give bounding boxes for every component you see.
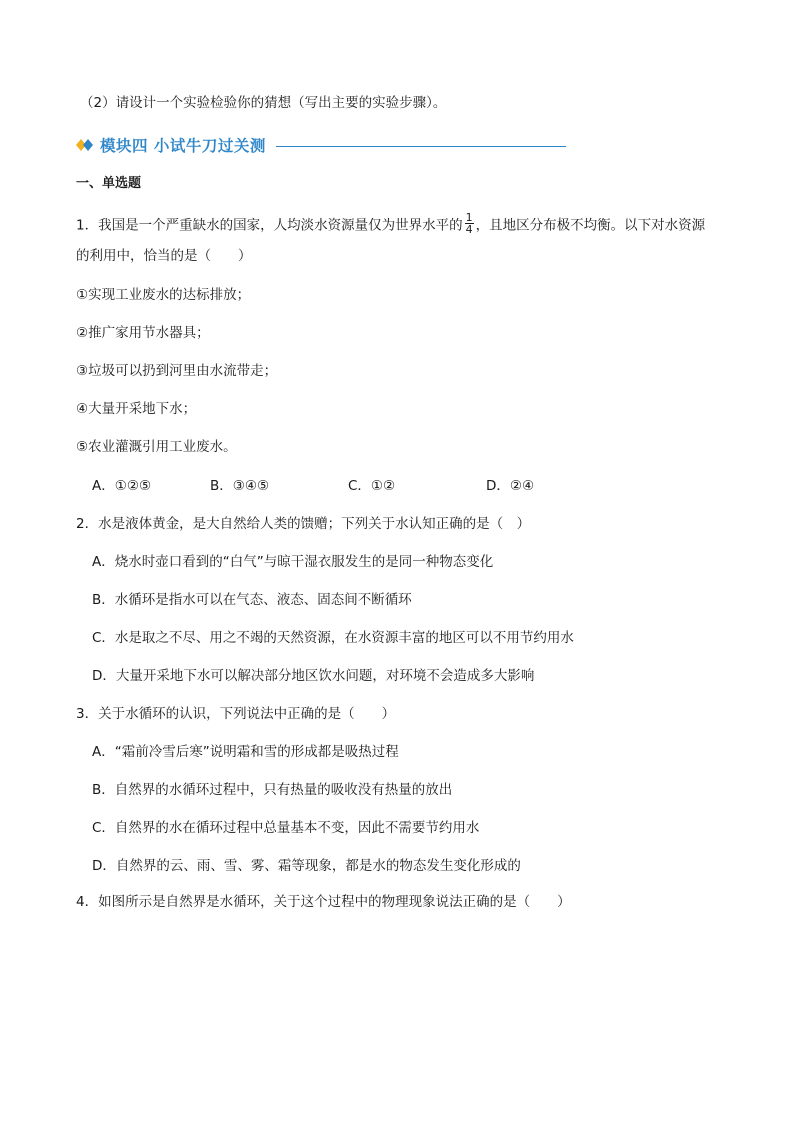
q1-option-c: C．①② [348, 478, 396, 494]
q1-stem-text-a: 1．我国是一个严重缺水的国家，人均淡水资源量仅为世界水平的 [76, 217, 463, 234]
section-header [76, 135, 566, 155]
q3-option-b: B．自然界的水循环过程中，只有热量的吸收没有热量的放出 [92, 782, 453, 798]
q2-option-c: C．水是取之不尽、用之不竭的天然资源，在水资源丰富的地区可以不用节约用水 [92, 630, 574, 646]
q3-stem: 3．关于水循环的认识，下列说法中正确的是（ ） [76, 706, 396, 722]
q1-item: ②推广家用节水器具； [76, 325, 210, 341]
q2-option-b: B．水循环是指水可以在气态、液态、固态间不断循环 [92, 592, 412, 608]
fraction-denominator: 4 [465, 223, 473, 236]
q1-option-b: B．③④⑤ [210, 478, 270, 494]
q4-stem: 4．如图所示是自然界是水循环，关于这个过程中的物理现象说法正确的是（ ） [76, 894, 571, 910]
q1-option-a: A．①②⑤ [92, 478, 152, 494]
q1-stem-line1 [76, 211, 706, 237]
q1-option-d: D．②④ [486, 478, 535, 494]
q3-option-d: D．自然界的云、雨、雪、雾、霜等现象，都是水的物态发生变化形成的 [92, 858, 521, 874]
q1-stem-text-b: ，且地区分布极不均衡。以下对水资源 [475, 217, 706, 234]
q1-item: ④大量开采地下水； [76, 401, 197, 417]
q2-stem: 2．水是液体黄金，是大自然给人类的馈赠；下列关于水认知正确的是（ ） [76, 516, 531, 532]
q1-item: ①实现工业废水的达标排放； [76, 287, 251, 303]
prev-question-part: （2）请设计一个实验检验你的猜想（写出主要的实验步骤）。 [80, 95, 447, 111]
q2-option-d: D．大量开采地下水可以解决部分地区饮水问题，对环境不会造成多大影响 [92, 668, 535, 684]
q3-option-c: C．自然界的水在循环过程中总量基本不变，因此不需要节约用水 [92, 820, 480, 836]
q2-option-a: A．烧水时壶口看到的“白气”与晾干湿衣服发生的是同一种物态变化 [92, 554, 494, 570]
subsection-title: 一、单选题 [76, 176, 142, 191]
fraction-numerator: 1 [465, 211, 473, 224]
q1-item: ③垃圾可以扔到河里由水流带走； [76, 363, 278, 379]
double-diamond-icon [76, 136, 94, 154]
fraction [465, 212, 474, 235]
section-title: 模块四 小试牛刀过关测 [100, 137, 266, 155]
section-divider [276, 146, 566, 147]
q3-option-a: A．“霜前冷雪后寒”说明霜和雪的形成都是吸热过程 [92, 744, 399, 760]
q1-item: ⑤农业灌溉引用工业废水。 [76, 439, 237, 455]
q1-stem-line2: 的利用中，恰当的是（ ） [76, 248, 252, 264]
